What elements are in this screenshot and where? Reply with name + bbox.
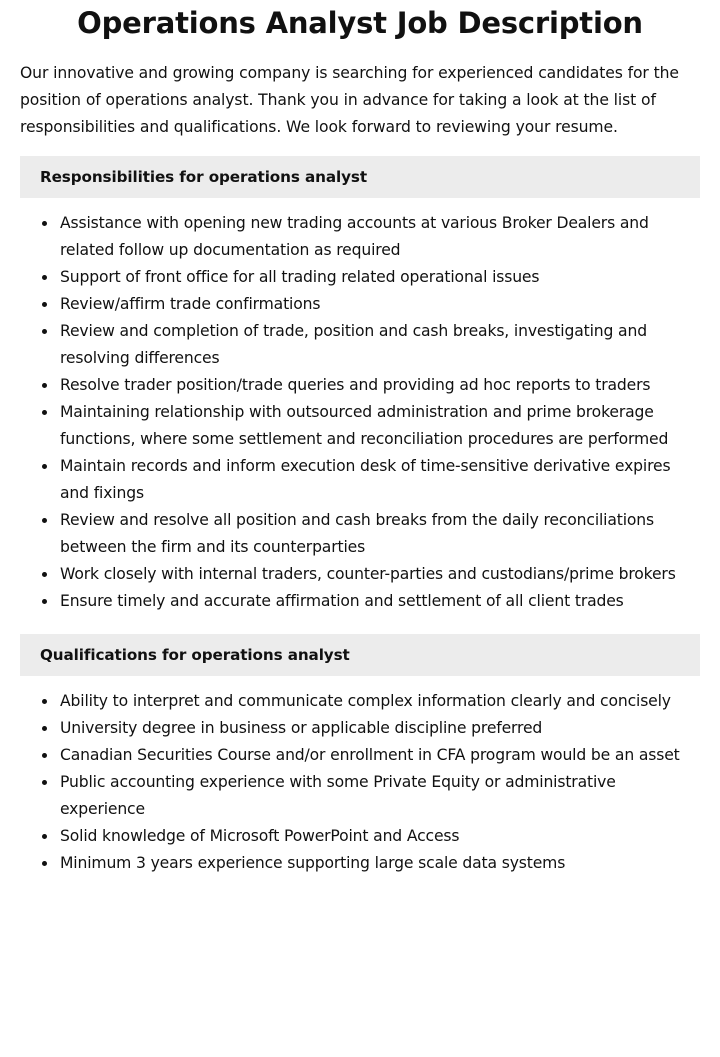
qualification-item: University degree in business or applicable discipline preferred	[60, 715, 700, 742]
responsibility-item: Resolve trader position/trade queries and providing ad hoc reports to traders	[60, 372, 700, 399]
responsibility-item: Assistance with opening new trading accounts at various Broker Dealers and related follow up documentation as required	[60, 210, 700, 264]
responsibility-item: Support of front office for all trading related operational issues	[60, 264, 700, 291]
responsibilities-heading: Responsibilities for operations analyst	[20, 156, 700, 198]
responsibility-item: Review and resolve all position and cash breaks from the daily reconciliations between the firm and its counterparties	[60, 507, 700, 561]
responsibility-item: Work closely with internal traders, counter-parties and custodians/prime brokers	[60, 561, 700, 588]
responsibility-item: Maintaining relationship with outsourced administration and prime brokerage functions, where some settlement and reconciliation procedures are performed	[60, 399, 700, 453]
intro-paragraph: Our innovative and growing company is searching for experienced candidates for the position of operations analyst. Thank you in advance for taking a look at the list of responsibilities and qualifications. We look forward to reviewing your resume.	[20, 64, 679, 136]
responsibility-item: Review and completion of trade, position and cash breaks, investigating and resolving differences	[60, 318, 700, 372]
responsibility-item: Ensure timely and accurate affirmation and settlement of all client trades	[60, 588, 700, 615]
qualification-item: Canadian Securities Course and/or enrollment in CFA program would be an asset	[60, 742, 700, 769]
qualification-item: Ability to interpret and communicate complex information clearly and concisely	[60, 688, 700, 715]
qualification-item: Minimum 3 years experience supporting large scale data systems	[60, 850, 700, 877]
page-title: Operations Analyst Job Description	[77, 6, 643, 40]
responsibilities-list	[20, 210, 700, 615]
qualifications-heading: Qualifications for operations analyst	[20, 634, 700, 676]
qualification-item: Solid knowledge of Microsoft PowerPoint and Access	[60, 823, 700, 850]
qualifications-list	[20, 688, 700, 877]
responsibility-item: Maintain records and inform execution desk of time-sensitive derivative expires and fixings	[60, 453, 700, 507]
qualification-item: Public accounting experience with some Private Equity or administrative experience	[60, 769, 700, 823]
responsibility-item: Review/affirm trade confirmations	[60, 291, 700, 318]
